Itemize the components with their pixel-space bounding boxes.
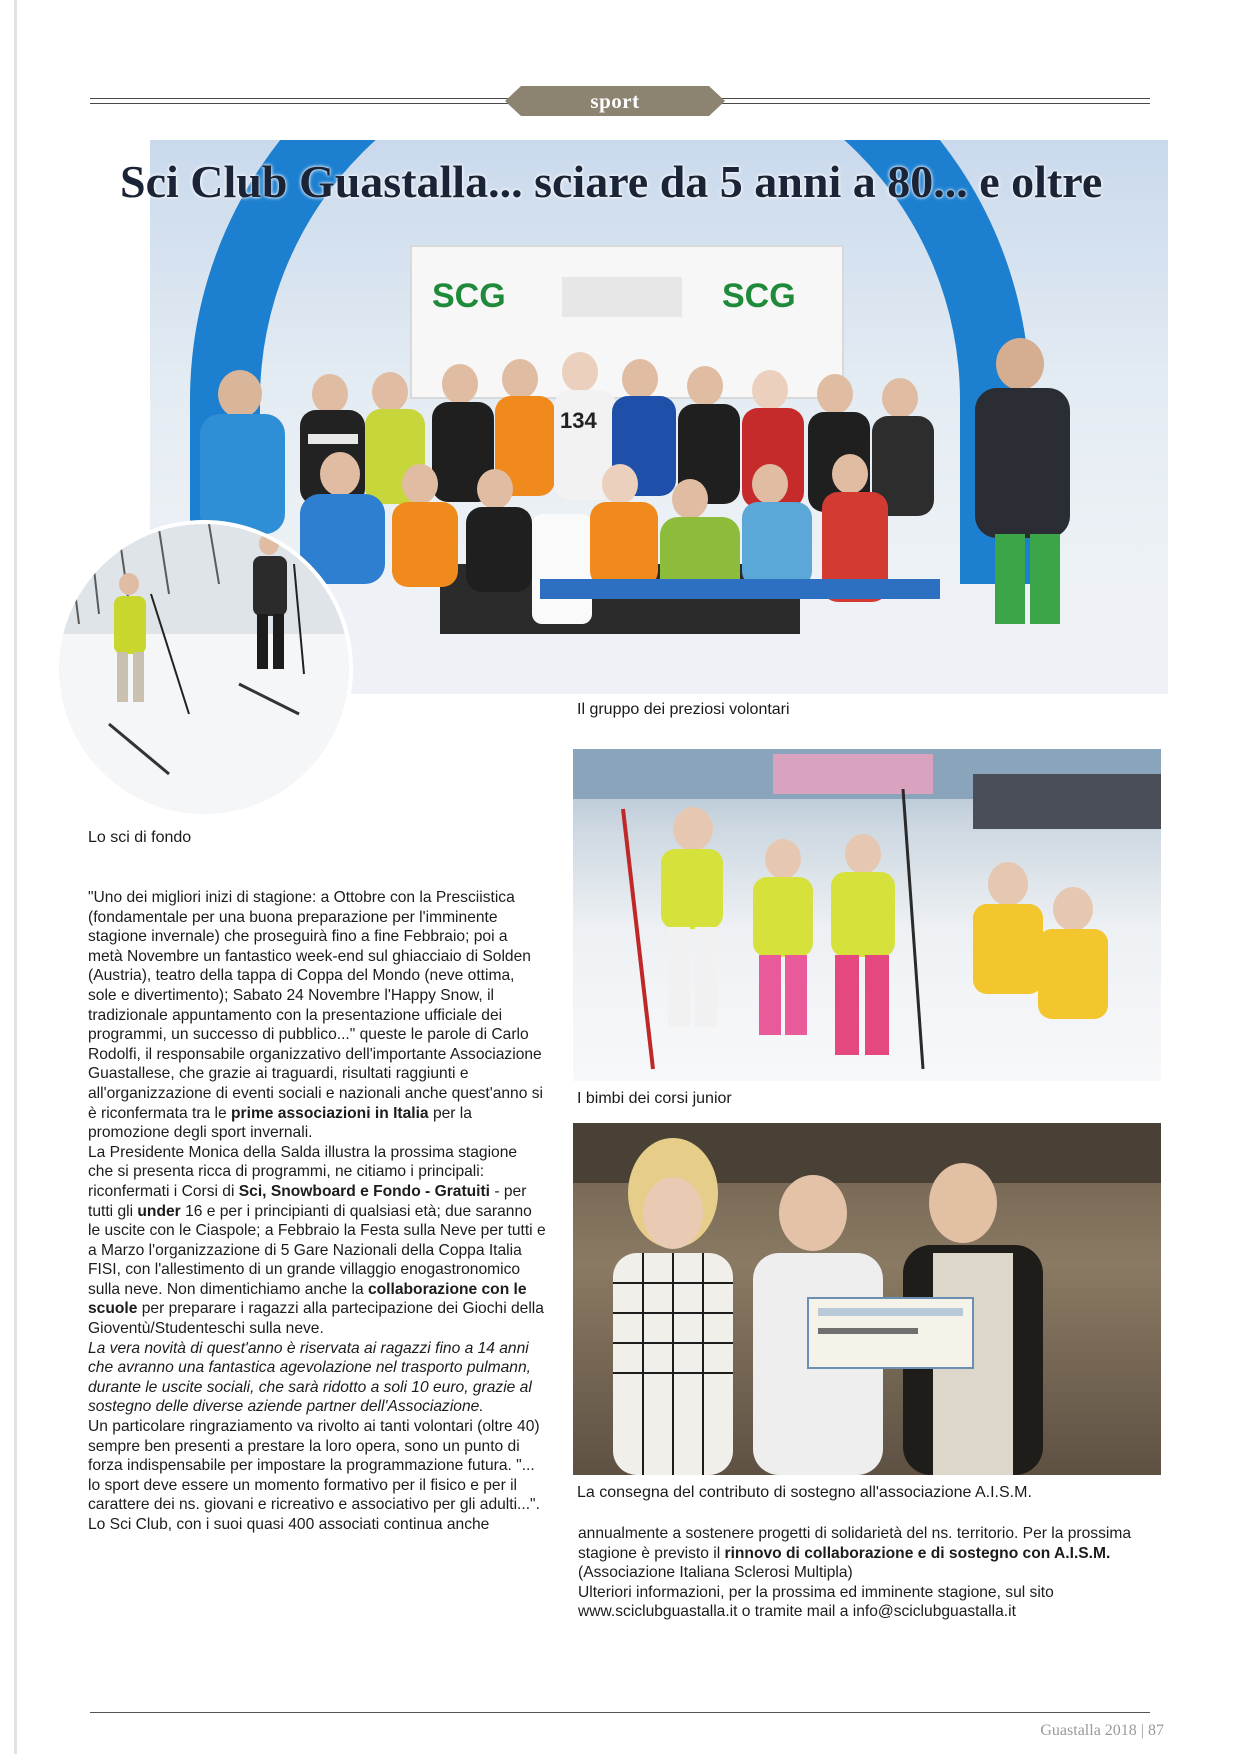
scan-margin <box>14 0 17 1754</box>
check-presentation-photo <box>573 1123 1161 1475</box>
body-paragraph-3: La vera novità di quest'anno è riservata ai ragazzi fino a 14 anni che avranno una fantastica agevolazione nel trasporto pulmann, durante le uscite sociali, che sarà ridotto a soli 10 euro, grazie al sostegno delle diverse aziende partner dell'Associazione. <box>88 1339 532 1416</box>
body-right-paragraph-2: Ulteriori informazioni, per la prossima ed imminente stagione, sul sito www.sciclubguastalla.it o tramite mail a info@sciclubguastalla.it <box>578 1583 1054 1621</box>
article-body-left <box>88 888 546 1535</box>
body-paragraph-1: "Uno dei migliori inizi di stagione: a Ottobre con la Presciistica (fondamentale per una buona preparazione per l'imminente stagione invernale) che proseguirà fino a fine Febbraio; poi a metà Novembre un fantastico week-end sul ghiacciaio di Solden (Austria), teatro della tappa di Coppa del Mondo (neve ottima, sole e divertimento); Sabato 24 Novembre l'Happy Snow, il tradizionale appuntamento con la presentazione ufficiale dei programmi, un successo di pubblico..." queste le parole di Carlo Rodolfi, il responsabile organizzativo dell'importante Associazione Guastallese, che grazie ai traguardi, risultati raggiunti e all'organizzazione di eventi sociali e nazionali anche quest'anno si è riconfermata tra le prime associazioni in Italia per la promozione degli sport invernali. <box>88 889 543 1142</box>
check-photo-caption: La consegna del contributo di sostegno all'associazione A.I.S.M. <box>577 1484 1032 1501</box>
body-paragraph-5: Lo Sci Club, con i suoi quasi 400 associati continua anche <box>88 1516 490 1533</box>
body-paragraph-2: La Presidente Monica della Salda illustra la prossima stagione che si presenta ricca di programmi, ne citiamo i principali: riconfermati i Corsi di Sci, Snowboard e Fondo - Gratuiti - per tutti gli under 16 e per i principianti di qualsiasi età; due saranno le uscite con le Ciaspole; a Febbraio la Festa sulla Neve per tutti e a Marzo l'organizzazione di 5 Gare Nazionali della Coppa Italia FISI, con l'allestimento di un grande villaggio enogastronomico sulla neve. Non dimentichiamo anche la collaborazione con le scuole per preparare i ragazzi alla partecipazione dei Giochi della Gioventù/Studenteschi sulla neve. <box>88 1143 546 1338</box>
footer-rule <box>90 1712 1150 1713</box>
banner-logo-left: SCG <box>432 277 506 315</box>
section-label: sport <box>590 88 640 113</box>
junior-kids-photo <box>573 749 1161 1081</box>
race-bib-number: 134 <box>560 408 597 433</box>
page-folio: Guastalla 2018 | 87 <box>1040 1722 1164 1739</box>
article-body-right <box>578 1524 1168 1622</box>
banner-logo-right: SCG <box>722 277 796 315</box>
article-title: Sci Club Guastalla... sciare da 5 anni a 80... e oltre <box>120 156 1103 207</box>
main-photo-caption: Il gruppo dei preziosi volontari <box>577 701 790 718</box>
circle-photo-caption: Lo sci di fondo <box>88 829 192 846</box>
section-tag <box>505 86 725 116</box>
body-right-paragraph-1: annualmente a sostenere progetti di solidarietà del ns. territorio. Per la prossima stagione è previsto il rinnovo di collaborazione e di sostegno con A.I.S.M. (Associazione Italiana Sclerosi Multipla) <box>578 1525 1131 1582</box>
cross-country-photo <box>55 520 353 818</box>
body-paragraph-4: Un particolare ringraziamento va rivolto ai tanti volontari (oltre 40) sempre ben presenti a prestare la loro opera, sono un punto di forza indispensabile per impostare la programmazione futura. "... lo sport deve essere un momento formativo per il fisico e per il carattere dei ns. giovani e ricreativo e associativo per gli adulti...". <box>88 1418 540 1514</box>
kids-photo-caption: I bimbi dei corsi junior <box>577 1090 732 1107</box>
